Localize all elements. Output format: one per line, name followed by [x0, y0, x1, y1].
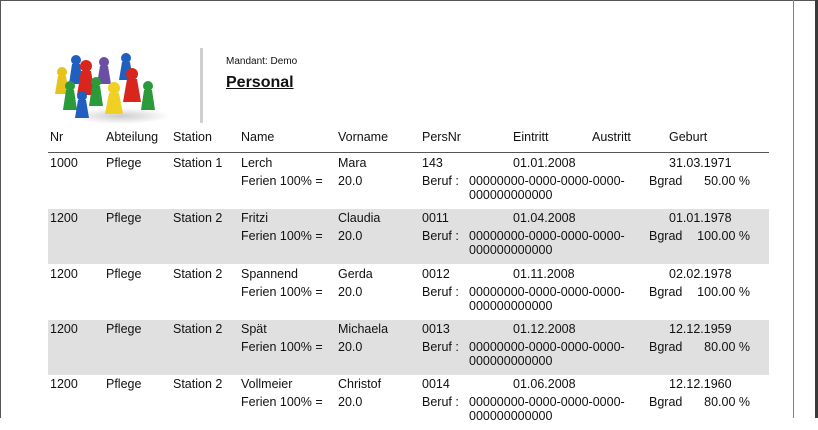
- cell-nr: 1200: [50, 377, 78, 391]
- cell-abteilung: Pflege: [106, 211, 142, 225]
- ferien-value: 20.0: [338, 285, 363, 299]
- cell-nr: 1200: [50, 267, 78, 281]
- bgrad-label: Bgrad: [649, 229, 683, 243]
- col-header-abteilung: Abteilung: [106, 130, 159, 144]
- mandant-label: Mandant: Demo: [226, 56, 298, 67]
- ferien-label: Ferien 100% =: [241, 395, 323, 409]
- report-title: Personal: [226, 74, 294, 91]
- cell-persnr: 0014: [422, 377, 450, 391]
- cell-name: Vollmeier: [241, 377, 293, 391]
- cell-station: Station 2: [173, 267, 223, 281]
- beruf-value: 00000000-0000-0000-0000-000000000000: [469, 174, 625, 202]
- cell-eintritt: 01.12.2008: [513, 322, 576, 336]
- header-rule: [48, 152, 769, 153]
- cell-vorname: Mara: [338, 156, 367, 170]
- cell-name: Fritzi: [241, 211, 269, 225]
- cell-geburt: 12.12.1959: [669, 322, 732, 336]
- table-row: [48, 375, 769, 430]
- cell-eintritt: 01.06.2008: [513, 377, 576, 391]
- beruf-value: 00000000-0000-0000-0000-000000000000: [469, 285, 625, 313]
- window-frame-left: [0, 0, 1, 418]
- cell-nr: 1000: [50, 156, 78, 170]
- bgrad-value: 100.00 %: [697, 285, 750, 299]
- ferien-label: Ferien 100% =: [241, 285, 323, 299]
- bgrad-value: 80.00 %: [704, 340, 750, 354]
- cell-station: Station 1: [173, 156, 223, 170]
- bgrad-value: 80.00 %: [704, 395, 750, 409]
- col-header-vorname: Vorname: [338, 130, 389, 144]
- cell-name: Lerch: [241, 156, 273, 170]
- cell-abteilung: Pflege: [106, 377, 142, 391]
- cell-persnr: 0013: [422, 322, 450, 336]
- col-header-geburt: Geburt: [669, 130, 708, 144]
- cell-vorname: Gerda: [338, 267, 373, 281]
- cell-vorname: Claudia: [338, 211, 381, 225]
- cell-eintritt: 01.11.2008: [513, 267, 575, 281]
- beruf-label: Beruf :: [422, 340, 459, 354]
- table-row: [48, 265, 769, 320]
- cell-persnr: 0012: [422, 267, 450, 281]
- cell-vorname: Michaela: [338, 322, 389, 336]
- ferien-value: 20.0: [338, 229, 363, 243]
- cell-eintritt: 01.04.2008: [513, 211, 576, 225]
- ferien-label: Ferien 100% =: [241, 229, 323, 243]
- cell-station: Station 2: [173, 211, 223, 225]
- bgrad-value: 100.00 %: [697, 229, 750, 243]
- header-separator: [200, 48, 203, 123]
- col-header-name: Name: [241, 130, 275, 144]
- cell-station: Station 2: [173, 322, 223, 336]
- ferien-value: 20.0: [338, 395, 363, 409]
- beruf-label: Beruf :: [422, 395, 459, 409]
- ferien-value: 20.0: [338, 340, 363, 354]
- cell-nr: 1200: [50, 211, 78, 225]
- beruf-value: 00000000-0000-0000-0000-000000000000: [469, 395, 625, 423]
- bgrad-value: 50.00 %: [704, 174, 750, 188]
- col-header-austritt: Austritt: [592, 130, 631, 144]
- cell-persnr: 143: [422, 156, 443, 170]
- ferien-label: Ferien 100% =: [241, 340, 323, 354]
- cell-abteilung: Pflege: [106, 156, 142, 170]
- col-header-eintritt: Eintritt: [513, 130, 549, 144]
- beruf-value: 00000000-0000-0000-0000-000000000000: [469, 340, 625, 368]
- window-frame-top: [0, 0, 818, 1]
- cell-persnr: 0011: [422, 211, 449, 225]
- beruf-label: Beruf :: [422, 174, 459, 188]
- bgrad-label: Bgrad: [649, 174, 683, 188]
- bgrad-label: Bgrad: [649, 395, 683, 409]
- beruf-label: Beruf :: [422, 229, 459, 243]
- cell-geburt: 02.02.1978: [669, 267, 732, 281]
- ferien-label: Ferien 100% =: [241, 174, 323, 188]
- cell-nr: 1200: [50, 322, 78, 336]
- col-header-nr: Nr: [50, 130, 64, 144]
- bgrad-label: Bgrad: [649, 285, 683, 299]
- cell-vorname: Christof: [338, 377, 382, 391]
- beruf-label: Beruf :: [422, 285, 459, 299]
- cell-geburt: 31.03.1971: [669, 156, 732, 170]
- col-header-persnr: PersNr: [422, 130, 461, 144]
- table-row: [48, 154, 769, 209]
- cell-name: Spannend: [241, 267, 299, 281]
- cell-abteilung: Pflege: [106, 267, 142, 281]
- ferien-value: 20.0: [338, 174, 363, 188]
- table-row: [48, 320, 769, 375]
- table-row: [48, 209, 769, 264]
- col-header-station: Station: [173, 130, 212, 144]
- cell-eintritt: 01.01.2008: [513, 156, 576, 170]
- page-margin-line: [793, 0, 794, 418]
- game-pieces-logo: [48, 50, 173, 125]
- cell-name: Spät: [241, 322, 267, 336]
- bgrad-label: Bgrad: [649, 340, 683, 354]
- cell-station: Station 2: [173, 377, 223, 391]
- cell-abteilung: Pflege: [106, 322, 142, 336]
- cell-geburt: 12.12.1960: [669, 377, 732, 391]
- beruf-value: 00000000-0000-0000-0000-000000000000: [469, 229, 625, 257]
- cell-geburt: 01.01.1978: [669, 211, 732, 225]
